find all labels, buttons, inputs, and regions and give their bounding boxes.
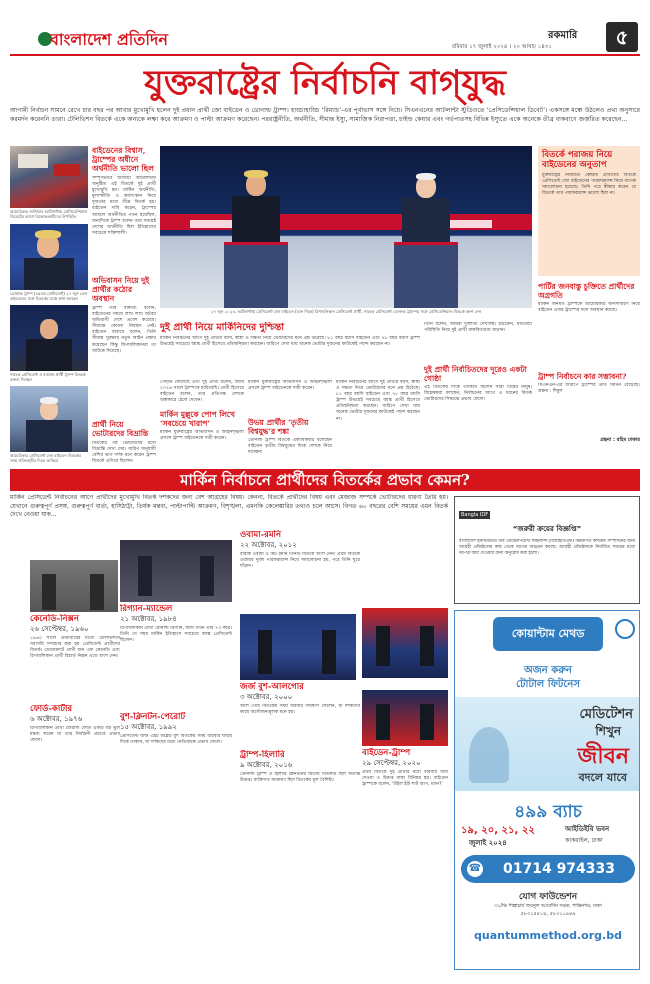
section-name: রকমারি: [548, 30, 578, 41]
lower-intro: মার্কিন প্রেসিডেন্ট নির্বাচনের আগে প্রার্থীদের মুখোমুখি বিতর্ক দর্শকদের জন্য বেশ আগ্রহের বিষয়। কেননা, বিতর্কে প্রার্থীদের বিষয় এবং মেজাজ সম্পর্কে ভোটারদের ধারণা তৈরি হয়। যেখানে গুরুত্বপূর্ণ প্রসঙ্গ, গুরুত্বপূর্ণ বার্তা, হাসিঠাট্টা, তির্যক মন্তব্য, পাল্টাপাল্টি আক্রমণ, বিশৃঙ্খলা, এমনকি কেলেঙ্কারির তথ্যও চলে আসে। বিগত ৬০ বছরের বেশি সময়ের এমন বিতর্ক দেখে নেওয়া যাক...: [10, 494, 448, 519]
qm-phone[interactable]: 01714 974333: [502, 861, 616, 877]
sidebar-sub-1: পার্টির জনবাস্তু চুক্তিতে প্রার্থীদের অগ্রগতি: [538, 282, 635, 300]
phone-icon: ☎: [467, 861, 483, 877]
card-title: কেনেডি-নিক্সন: [30, 614, 79, 624]
card-date: ২২ অক্টোবর, ২০১২: [240, 541, 297, 549]
subhead-voters: প্রার্থী নিয়ে ভোটারদের বিভ্রান্তি: [92, 420, 149, 438]
column-2: [160, 322, 420, 465]
qm-logo: [493, 617, 603, 651]
page-number: ৫: [606, 22, 638, 52]
qm-banner-2: শিখুন: [595, 724, 621, 738]
card-date: ৬ অক্টোবর, ১৯৭৬: [30, 715, 83, 723]
qm-tel: ৫৮৩১৫৪১৪, ৫৮৩১০৯৪৯: [520, 911, 576, 917]
subhead-worst: মার্কিন মুল্লুকে পোপ লিখে ‘সবচেয়ে খারাপ’: [160, 410, 235, 428]
subhead-concern: দুই প্রার্থী নিয়ে মার্কিনিদের দুশ্চিন্তা: [160, 322, 285, 333]
body-col3-2: এই বিতর্কের দিকে তাকিয়ে ছিলেন সারা বিশ্বের মানুষ। বিশ্লেষকরা বলছেন, নির্বাচনের আগে এ ধরনের বিতর্ক ভোটারদের সিদ্ধান্তে প্রভাব ফেলে।: [424, 385, 532, 403]
card-text: রিপাবলিকান প্রার্থী রোনাল্ড রিগ্যান, বয়স তখন তার ৭৩ বছর। তিনি সে সময় মার্কিন ইতিহাসে সবচেয়ে বয়স্ক প্রেসিডেন্ট ছিলেন।: [120, 626, 232, 644]
card-date: ২৯ সেপ্টেম্বর, ২০২০: [362, 759, 421, 767]
protest-photo: [10, 146, 88, 208]
caption-trump-portrait: ডোনাল্ড ট্রাম্প (৪৫তম প্রেসিডেন্ট) ২৭ জুন তেল বাইডেনের সঙ্গে বিতর্কের মঞ্চে কথা বলছেন: [10, 291, 88, 302]
qm-logo-text: কোয়ান্টাম মেথড: [511, 627, 585, 640]
card-title: বুশ-ক্লিনটন-পেরোট: [120, 712, 186, 722]
body-voters: বিতর্কের পর ভোটারদের মধ্যে বিভ্রান্তি দেখা দেয়। জরিপ অনুযায়ী বেশির ভাগ দর্শক মনে করেন ট্রাম্প বিতর্কে এগিয়ে ছিলেন।: [92, 441, 156, 465]
qm-line2: টোটাল ফিটনেস: [516, 679, 580, 690]
issue-date: রবিবার ১৭ জুলাই ২০২৪ । ২০ আষাঢ় ১৪৩১: [452, 44, 552, 50]
caption-main-photo: ২৭ জুন ২০২৪, আটলান্টায় প্রেসিডেন্ট জো বাইডেন (ডান দিকে) রিপাবলিকান প্রেসিডেন্ট প্রার্থী, সাবেক প্রেসিডেন্ট ডোনাল্ড ট্রাম্পের সঙ্গে প্রেসিডেন্সিয়াল বিতর্কে অংশ নেন: [210, 309, 482, 314]
body-ww3: ডোনাল্ড ট্রাম্প বিতর্কে একাধিকবার বলেছেন বাইডেন তৃতীয় বিশ্বযুদ্ধের দিকে দেশকে নিয়ে যাচ্ছেন।: [248, 438, 332, 456]
sidebar-text-1: মার্কিন জনমত ট্রাম্পকে আমেরিকার জনসাধারণ নিয়ে বাইডেন এবার ট্রাম্পের দলে অবস্থান করছে।: [538, 302, 640, 314]
quantum-ad: [454, 610, 640, 970]
body-immigration: ট্রাম্প তার বক্তব্যে বলেন, বাইডেনের সময়ে লাখ লাখ অবৈধ অভিবাসী দেশে প্রবেশ করেছে। সীমান্তে কোনো নিয়ন্ত্রণ নেই। বাইডেন জবাবে বলেন, তিনি সীমান্ত সুরক্ষায় নতুন আইন প্রস্তাব করেছেন কিন্তু রিপাবলিকানরা তা আটকে দিয়েছে।: [92, 306, 156, 354]
subhead-economy: বাইডেনের বিশ্বাস, ট্রাম্পের অধীনে অর্থনীতি ভালো ছিল: [92, 146, 154, 173]
qm-batch: ৪৯৯ ব্যাচ: [514, 802, 582, 822]
qm-month: জুলাই ২০২৪: [469, 839, 507, 847]
caption-biden: আমেরিকার প্রেসিডেন্ট জো বাইডেন বিতর্কের সময় প্রতিদ্বন্দ্বীর দিকে তাকিয়ে: [10, 453, 81, 464]
body-economy: সম্পূর্ণভাবে জর্জিয়া আটলান্টায় অনুষ্ঠিত এই বিতর্কে দুই প্রার্থী মুখোমুখি হন। মার্কিন অর্থনীতি, মূল্যস্ফীতি ও কর্মসংস্থান নিয়ে দুজনের মধ্যে তীব্র বিতর্ক হয়। বাইডেন দাবি করেন, ট্রাম্পের আমলে অর্থনীতির পতন হয়েছিল, অন্যদিকে ট্রাম্প বলেন তার সময়েই দেশের অর্থনীতি ছিল ইতিহাসের সবচেয়ে শক্তিশালী।: [92, 176, 156, 236]
body-concern-2: পেছনে ফেলেছে এবং দুই প্রার্থী বলেন, আমি ২০২৬ সালে ট্রাম্পকে হারিয়েছি। প্রার্থী হিসেবে বাইডেন বলেন, তার প্রতিপক্ষ দেশকে অন্ধকারে ঠেলে দেবেন।: [160, 380, 244, 404]
qm-banner-3: জীবন: [577, 744, 629, 769]
body-worst: মার্কিন যুক্তরাষ্ট্রের অভিবাসন ও আইনশৃঙ্খলা প্রসঙ্গে ট্রাম্প বাইডেনকে দায়ী করেন।: [160, 430, 244, 442]
logo-text: বাংলাদেশ প্রতিদিন: [50, 30, 168, 49]
notice-body: বাংলাদেশ ইনস্টিটিউট অব ডেভেলপমেন্ট ফাইন্যান্স (বিআইডিএফ) নিম্নবর্ণিত কার্যক্রম সম্পাদনের জন্য আগ্রহী প্রতিষ্ঠানের কাছ থেকে দরপত্র আহ্বান করছে। আগ্রহী প্রতিষ্ঠানকে নির্ধারিত সময়ের মধ্যে দরপত্র জমা দেওয়ার জন্য অনুরোধ করা হলো।: [459, 539, 635, 556]
obama-romney-photo: [362, 608, 448, 678]
qm-line1: অজন করুন: [524, 665, 572, 676]
qm-foundation: যোগ ফাউন্ডেশন: [518, 892, 578, 902]
body-concern: মার্কিন নির্বাচনের আগে দুই প্রার্থীর বয়স, স্বাস্থ্য ও দক্ষতা নিয়ে ভোটারদের মনে প্রশ্ন উঠেছে। ৮১ বছর বয়সি বাইডেন এবং ৭৮ বছর বয়সি ট্রাম্প উভয়েই সবচেয়ে বয়স্ক প্রার্থী হিসেবে প্রতিদ্বন্দ্বিতা করছেন। জরিপে দেখা যায় অনেক ভোটার দুজনের কাউকেই পছন্দ করছেন না।: [160, 336, 420, 348]
qm-dates: ১৯, ২০, ২১, ২২: [461, 825, 535, 836]
card-text: ১৯৬০ সালে প্রথমবারের মতো টেলিভিশনে সরাসরি সম্প্রচার করা হয় প্রেসিডেন্ট প্রার্থীদের বিতর্ক। ডেমোক্র্যাট প্রার্থী জন এফ কেনেডি এবং রিপাবলিকান প্রার্থী রিচার্ড নিক্সন এতে অংশ নেন।: [30, 636, 120, 660]
card-reagan-mondale: [120, 604, 232, 704]
card-date: ৯ অক্টোবর, ২০১৬: [240, 761, 293, 769]
qm-place-2: কাকরাইল, ঢাকা: [565, 837, 603, 844]
bush-gore-photo: [240, 614, 356, 680]
card-text: প্রেসিডেন্ট জর্জ এইচ ডব্লিউ বুশ বিতর্কের সময় বারবার ঘড়ির দিকে তাকান, যা দর্শকদের মধ্যে নেতিবাচক প্রভাব ফেলে।: [120, 734, 232, 746]
trump-portrait-photo: [10, 224, 88, 290]
card-title: ট্রাম্প-হিলারি: [240, 750, 285, 760]
card-kennedy-nixon: [30, 614, 120, 700]
sidebar-box-text: যুক্তরাষ্ট্রের নির্বাচিত কেন্দ্রীয় প্রার্থীদের বিতর্কে প্রেসিডেন্ট জো বাইডেনের পারফরম্যান্স নিয়ে ব্যাপক সমালোচনা হয়েছে। তিনি পরে স্বীকার করেন যে বিতর্কে তার পারফরম্যান্স ভালো ছিল না।: [542, 173, 636, 197]
card-obama-romney: [240, 530, 360, 610]
card-text: ডোনাল্ড ট্রাম্প ও হিলারি ক্লিনটনের দ্বিতীয় বিতর্কটি ছিল অত্যন্ত উত্তপ্ত। ব্যক্তিগত আক্রমণ ছিল বিতর্কের মূল বৈশিষ্ট্য।: [240, 772, 360, 784]
qm-figure: [469, 727, 509, 783]
caption-protest: আমেরিকার জর্জিয়ার আটলান্টায় প্রেসিডেন্সিয়াল ডিবেটের আগে বিক্ষোভকারীদের উপস্থিতি: [10, 209, 88, 220]
card-text: প্রথম বিতর্কে দুই প্রার্থীর মধ্যে বারবার বাধা দেওয়া ও উত্তপ্ত বাক্য বিনিময় হয়। বাইডেন ট্রাম্পকে বলেন, ‘উইল ইউ শাট আপ, ম্যান?’: [362, 770, 448, 788]
qm-place: আইডিইবি ভবন: [565, 825, 610, 833]
sidebar-box-title: বিতর্কে পরাজয় নিয়ে বাইডেনের অনুতাপ: [542, 150, 613, 170]
column-3: [424, 322, 532, 465]
kennedy-nixon-photo: [30, 560, 118, 612]
card-date: ৩ অক্টোবর, ২০০০: [240, 693, 293, 701]
subhead-immigration: অভিবাসন নিয়ে দুই প্রার্থীর কঠোর অবস্থান: [92, 276, 150, 303]
masthead-rule: [10, 54, 640, 56]
card-date: ১৫ অক্টোবর, ১৯৯২: [120, 723, 177, 731]
card-bush-gore: [240, 682, 360, 746]
body-col3: তিনি বলেন, আমরা দুর্বলতা দেখাচ্ছি। ইউক্রেন, মধ্যপ্রাচ্য পরিস্থিতি নিয়ে দুই প্রার্থী বাকবিতণ্ডায় জড়ান।: [424, 322, 532, 334]
card-bush-clinton-perot: [120, 712, 232, 830]
card-title: জর্জ বুশ-আলগোর: [240, 682, 304, 692]
lower-title: মার্কিন নির্বাচনে প্রার্থীদের বিতর্কের প্রভাব কেমন?: [180, 471, 470, 489]
card-title: বাইডেন-ট্রাম্প: [362, 748, 411, 758]
card-date: ২৬ সেপ্টেম্বর, ১৯৬০: [30, 625, 89, 633]
qm-phone-bar: [461, 855, 635, 883]
notice-title: “জরুরী ক্রয়ের বিজ্ঞপ্তি”: [512, 525, 582, 533]
card-title: ওবামা-রমনি: [240, 530, 282, 540]
sidebar-credit: গ্রন্থনা : রহিম ঢাকার: [600, 437, 640, 443]
main-debate-photo: [160, 146, 532, 308]
card-text: আল গোর বিতর্কের সময় বারবার দীর্ঘশ্বাস ফেলেন, যা দর্শকদের কাছে অসৌজন্যমূলক মনে হয়।: [240, 704, 360, 716]
card-title: রিগ্যান-ম্যান্ডেল: [120, 604, 173, 614]
card-trump-hillary: [240, 750, 360, 830]
caption-trump-speaking: সাবেক প্রেসিডেন্ট ও বর্তমান প্রার্থী ট্রাম্প বিতর্কে বক্তব্য দিচ্ছেন: [10, 372, 86, 383]
body-col2-tail: মার্কিন নির্বাচনের আগে দুই প্রার্থীর বয়স, স্বাস্থ্য ও দক্ষতা নিয়ে ভোটারদের মনে প্রশ্ন উঠেছে। ৮১ বছর বয়সি বাইডেন এবং ৭৮ বছর বয়সি ট্রাম্প উভয়েই সবচেয়ে বয়স্ক প্রার্থী হিসেবে প্রতিদ্বন্দ্বিতা করছেন। জরিপে দেখা যায় অনেক ভোটার দুজনের কাউকেই পছন্দ করছেন না।: [336, 380, 420, 422]
masthead: [0, 0, 650, 57]
subhead-col3: দুই প্রার্থী নির্বাচিতদের দূরেও একটা গোষ্ঠা: [424, 365, 527, 383]
qm-address: ৩১/ভি শিল্পাচার্য জয়নুল আবেদীন সড়ক, শান্তিনগর, ঢাকা: [494, 904, 602, 909]
qm-badge-icon: [615, 619, 635, 639]
body-worst-2: মার্কিন যুক্তরাষ্ট্রের অভিবাসন ও আইনশৃঙ্খলা প্রসঙ্গে ট্রাম্প বাইডেনকে দায়ী করেন।: [248, 380, 332, 392]
reagan-mondale-photo: [120, 540, 232, 602]
card-ford-carter: [30, 704, 120, 830]
qm-url[interactable]: quantummethod.org.bd: [474, 929, 622, 942]
card-text: রিপাবলিকান প্রার্থী জেরাল্ড ফোর্ড একটি বড় ভুল মন্তব্য করেন যা তার নির্বাচনী প্রচারে প্রভাব ফেলে।: [30, 726, 120, 744]
sidebar-text-2: সিএনএন-এর জরিপে ট্রাম্পের প্রতি সমর্থন বেড়েছে। গ্রন্থনা : শিমুল: [538, 383, 640, 395]
qm-banner-1: মেডিটেশন: [579, 707, 633, 722]
qm-banner-4: বদলে যাবে: [578, 771, 627, 784]
card-date: ২১ অক্টোবর, ১৯৮৪: [120, 615, 177, 623]
sidebar-sub-2: ট্রাম্প নির্বাচনে কার সম্ভাবনা?: [538, 372, 627, 381]
card-text: বারাক ওবামা ও মিট রমনি তিনটি বিতর্কে অংশ নেন। প্রথম বিতর্কে ওবামার দুর্বল পারফরম্যান্স নিয়ে সমালোচনা হয়, পরে তিনি ঘুরে দাঁড়ান।: [240, 552, 360, 570]
biden-trump-photo: [362, 690, 448, 746]
notice-ad: [454, 496, 640, 604]
lower-title-bar: [10, 469, 640, 491]
sidebar-box: [538, 146, 640, 276]
card-biden-trump: [362, 748, 448, 830]
qm-banner: [455, 697, 640, 791]
column-1: [92, 146, 156, 466]
biden-photo: [10, 386, 88, 452]
lead-paragraph: আগামী নির্বাচন সামনে রেখে চার বছর পর আবার মুখোমুখি হলেন দুই প্রধান প্রার্থী জো বাইডেন ও ডোনাল্ড ট্রাম্প। হাড্ডাহাড্ডি ‘রিম্যাচ’-এর পূর্বাভাস সঙ্গে নিয়ে। সিএনএনের আটলান্টা স্টুডিওতে ‘প্রেসিডেন্সিয়াল ডিবেট’। একসঙ্গে মঞ্চে উঠলেও প্রথা অনুসারে করমর্দন করেননি তারা। টেলিভিশন বিতর্কে একে অন্যকে লক্ষ্য করে আক্রমণ ও পাল্টা আক্রমণ করেছেন। পররাষ্ট্রনীতি, অর্থনীতি, সীমান্ত ইস্যু, সামাজিক নিরাপত্তা, চাইল্ড কেয়ার এবং গর্ভপাতসহ বিভিন্ন ইস্যুতে একে অনেকে তীব্র বাকবাণে জর্জরিত করেছেন...: [10, 107, 640, 123]
sidebar: [538, 146, 640, 466]
subhead-ww3: উভয় প্রার্থীর ‘তৃতীয় বিশ্বযুদ্ধ’র শঙ্কা: [248, 418, 309, 436]
trump-speaking-photo: [10, 305, 88, 371]
notice-logo: Bangla IDF: [461, 512, 489, 518]
card-title: ফোর্ড-কার্টার: [30, 704, 73, 714]
headline: যুক্তরাষ্ট্রের নির্বাচনি বাগ্‌যুদ্ধ: [144, 63, 506, 103]
